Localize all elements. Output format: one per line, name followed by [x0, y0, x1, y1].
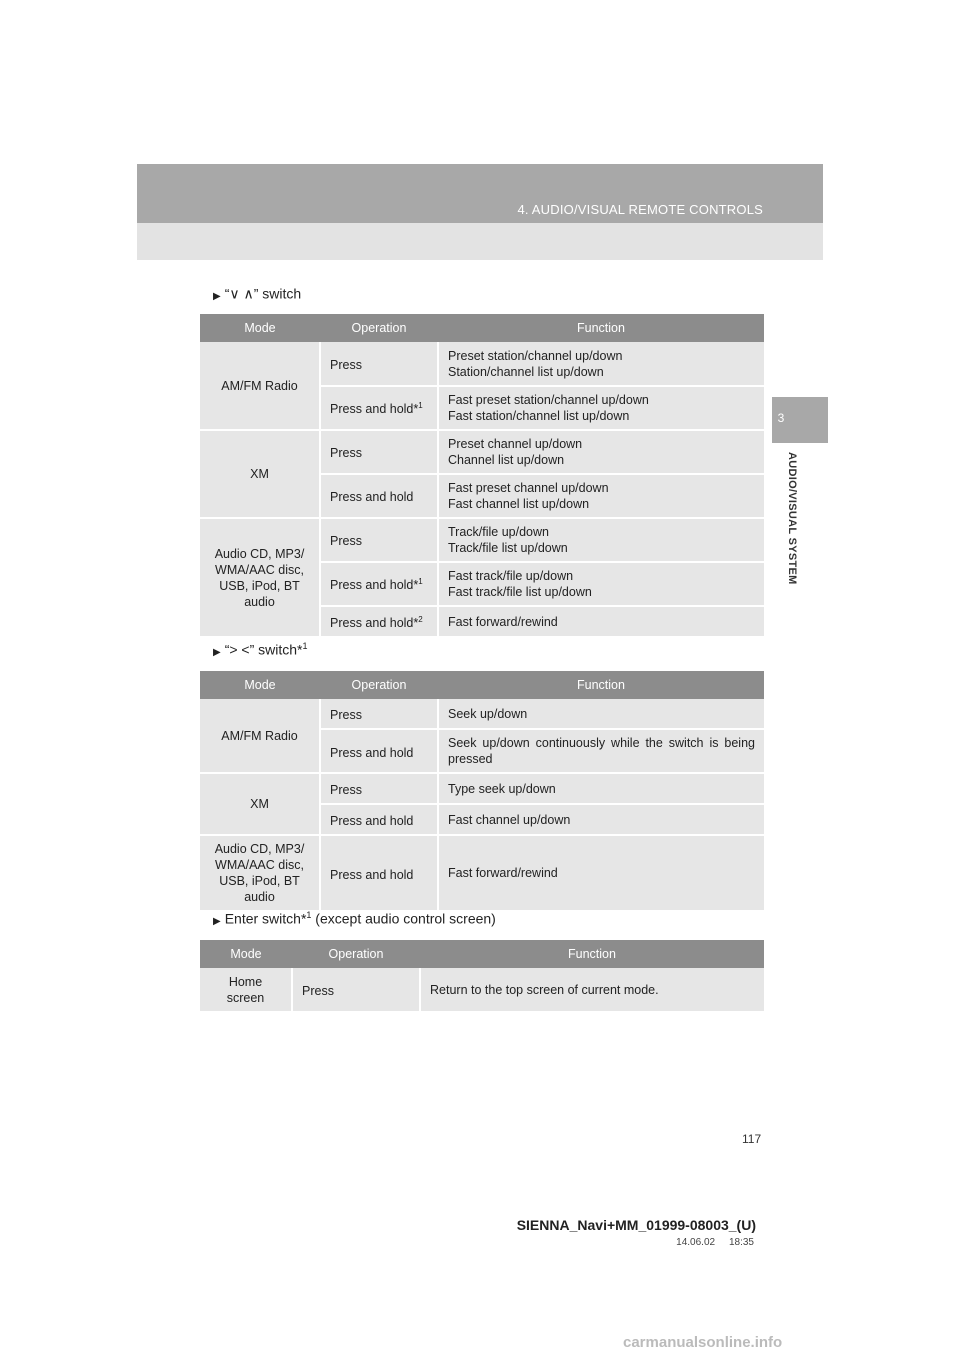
function-cell: Type seek up/down: [438, 773, 764, 804]
chapter-label: AUDIO/VISUAL SYSTEM: [786, 452, 798, 585]
function-cell: Preset channel up/down Channel list up/down: [438, 430, 764, 474]
column-header-function: Function: [438, 671, 764, 699]
column-header-operation: Operation: [320, 671, 438, 699]
function-cell: Preset station/channel up/down Station/channel list up/down: [438, 342, 764, 386]
enter-switch-table: [200, 940, 764, 1013]
table-row: [200, 342, 764, 386]
header-band: [137, 164, 823, 260]
document-id: SIENNA_Navi+MM_01999-08003_(U): [516, 1217, 756, 1233]
column-header-operation: Operation: [320, 314, 438, 342]
mode-cell: Audio CD, MP3/ WMA/AAC disc, USB, iPod, BT audio: [200, 518, 320, 637]
mode-cell: Home screen: [200, 968, 292, 1012]
chapter-number: 3: [777, 411, 785, 425]
document-date: 14.06.02 18:35: [676, 1237, 754, 1248]
table-row: [200, 835, 764, 911]
operation-cell: Press: [320, 773, 438, 804]
function-cell: Fast track/file up/down Fast track/file list up/down: [438, 562, 764, 606]
operation-cell: Press: [320, 342, 438, 386]
mode-cell: Audio CD, MP3/ WMA/AAC disc, USB, iPod, BT audio: [200, 835, 320, 911]
operation-cell: Press and hold: [320, 474, 438, 518]
function-cell: Fast channel up/down: [438, 804, 764, 835]
table-row: [200, 968, 764, 1012]
function-cell: Fast forward/rewind: [438, 835, 764, 911]
triangle-bullet-icon: ▶: [213, 290, 221, 302]
table-row: [200, 699, 764, 729]
seek-switch-table: [200, 671, 764, 912]
function-cell: Seek up/down: [438, 699, 764, 729]
operation-cell: Press and hold: [320, 835, 438, 911]
triangle-bullet-icon: ▶: [213, 646, 221, 658]
column-header-function: Function: [438, 314, 764, 342]
section-heading-enter: ▶ Enter switch*$^1$ (except audio control screen): [213, 910, 496, 927]
operation-cell: Press: [320, 699, 438, 729]
chapter-tab: [772, 397, 828, 443]
table-row: [200, 518, 764, 562]
updown-switch-table: [200, 314, 764, 638]
column-header-function: Function: [420, 940, 764, 968]
function-cell: Track/file up/down Track/file list up/down: [438, 518, 764, 562]
operation-cell: Press: [292, 968, 420, 1012]
operation-cell: Press and hold*$^2$: [320, 606, 438, 637]
mode-cell: XM: [200, 430, 320, 518]
operation-cell: Press and hold: [320, 729, 438, 773]
function-cell: Fast forward/rewind: [438, 606, 764, 637]
mode-cell: AM/FM Radio: [200, 342, 320, 430]
function-cell: Fast preset station/channel up/down Fast station/channel list up/down: [438, 386, 764, 430]
column-header-mode: Mode: [200, 314, 320, 342]
operation-cell: Press and hold*$^1$: [320, 386, 438, 430]
table-row: [200, 430, 764, 474]
function-cell: Fast preset channel up/down Fast channel list up/down: [438, 474, 764, 518]
mode-cell: XM: [200, 773, 320, 835]
table-row: [200, 773, 764, 804]
operation-cell: Press and hold*$^1$: [320, 562, 438, 606]
section-heading-seek: ▶ “> <” switch*$^1$: [213, 641, 308, 658]
operation-cell: Press: [320, 430, 438, 474]
function-cell: Return to the top screen of current mode.: [420, 968, 764, 1012]
column-header-mode: Mode: [200, 940, 292, 968]
header-bar: [137, 164, 823, 223]
watermark: carmanualsonline.info: [623, 1334, 783, 1351]
column-header-mode: Mode: [200, 671, 320, 699]
operation-cell: Press: [320, 518, 438, 562]
mode-cell: AM/FM Radio: [200, 699, 320, 773]
function-cell: Seek up/down continuously while the switch is being pressed: [438, 729, 764, 773]
triangle-bullet-icon: ▶: [213, 915, 221, 927]
page-number: 117: [742, 1132, 762, 1146]
page-header-title: 4. AUDIO/VISUAL REMOTE CONTROLS: [517, 202, 763, 217]
operation-cell: Press and hold: [320, 804, 438, 835]
column-header-operation: Operation: [292, 940, 420, 968]
section-heading-updown: ▶ “∨ ∧” switch: [213, 285, 302, 302]
